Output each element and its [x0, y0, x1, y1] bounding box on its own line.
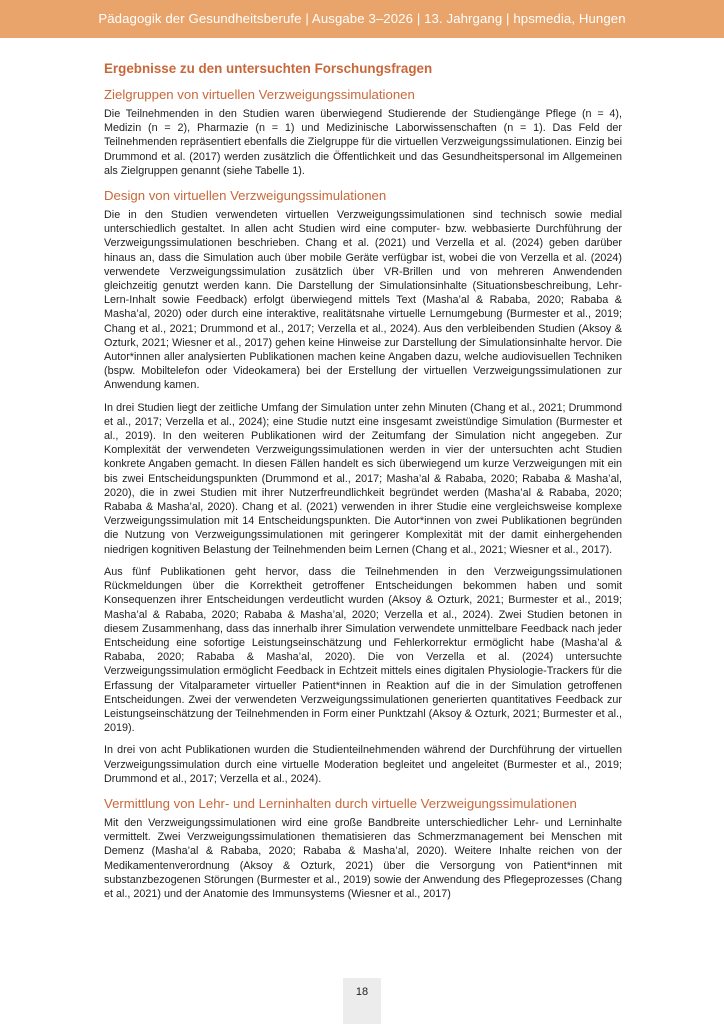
running-title: Pädagogik der Gesundheitsberufe | Ausgabe 3–2026 | 13. Jahrgang | hpsmedia, Hungen — [98, 11, 626, 26]
page-number: 18 — [355, 986, 369, 998]
article-body — [104, 60, 622, 909]
paragraph: Die Teilnehmenden in den Studien waren überwiegend Studierende der Studiengänge Pflege (n = 4), Medizin (n = 2), Pharmazie (n = 1) und Medizinische Laborwissenschaften (n = 1). Das Feld der Teilnehmenden repräsentiert ebenfalls die Zielgruppe für die virtuellen Verzweigungssimulationen. Einzig bei Drummond et al. (2017) werden zusätzlich die Öffentlichkeit und das Gesundheitspersonal im Allgemeinen als Zielgruppen genannt (siehe Tabelle 1). — [104, 108, 622, 177]
section-title: Ergebnisse zu den untersuchten Forschungsfragen — [104, 61, 433, 76]
subsection-target-groups — [104, 86, 622, 178]
running-header — [0, 0, 724, 38]
subsection-heading: Vermittlung von Lehr- und Lerninhalten durch virtuelle Verzweigungssimulationen — [104, 795, 577, 811]
subsection-teaching-content — [104, 795, 622, 901]
paragraph: Die in den Studien verwendeten virtuellen Verzweigungssimulationen sind technisch sowie medial unterschiedlich gestaltet. In allen acht Studien wird eine computer- bzw. webbasierte Durchführung der Verzweigungssimulationen beschrieben. Chang et al. (2021) und Verzella et al. (2024) geben darüber hinaus an, dass die Simulation auch über mobile Geräte verfügbar ist, wobei die von Verzella et al. (2024) verwendete Verzweigungssimulation zusätzlich über VR-Brillen und von mehreren Anwendenden gleichzeitig genutzt werden kann. Die Darstellung der Simulationsinhalte (Situationsbeschreibung, Lehr-Lern-Inhalt sowie Feedback) erfolgt überwiegend mittels Text (Masha’al & Rababa, 2020; Rababa & Masha’al, 2020) oder durch eine interaktive, realitätsnahe virtuelle Lernumgebung (Burmester et al., 2019; Chang et al., 2021; Drummond et al., 2017; Verzella et al., 2024). Aus den verbleibenden Studien (Aksoy & Ozturk, 2021; Wiesner et al., 2017) gehen keine Hinweise zur Darstellung der Simulationsinhalte hervor. Die Autor*innen aller analysierten Publikationen machen keine Angaben dazu, welche audiovisuellen Techniken (bspw. Mobiltelefon oder Videokamera) bei der Erstellung der virtuellen Verzweigungssimulationen zur Anwendung kamen. — [104, 209, 622, 392]
page-number-box — [343, 978, 381, 1024]
subsection-heading: Zielgruppen von virtuellen Verzweigungssimulationen — [104, 87, 415, 102]
paragraph: In drei Studien liegt der zeitliche Umfang der Simulation unter zehn Minuten (Chang et al., 2021; Drummond et al., 2017; Verzella et al., 2024); eine Studie nutzt eine insgesamt zweistündige Simulation (Burmester et al., 2019). In den weiteren Publikationen wird der Zeitumfang der Simulation nicht angegeben. Zur Komplexität der verwendeten Verzweigungssimulationen werden in vier der untersuchten acht Studien konkrete Angaben gemacht. In diesen Fällen handelt es sich überwiegend um kurze Verzweigungen mit ein bis zwei Entscheidungspunkten (Drummond et al., 2017; Masha’al & Rababa, 2020; Rababa & Masha’al, 2020), die in zwei Studien mit ihrer Nutzerfreundlichkeit begründet werden (Masha’al & Rababa, 2020; Rababa & Masha’al, 2020). Chang et al. (2021) verwenden in ihrer Studie eine vergleichsweise komplexe Verzweigungssimulation mit 14 Entscheidungspunkten. Die Autor*innen von zwei Publikationen begründen die Nutzung von Verzweigungssimulationen mit geringerer Komplexität mit der damit einhergehenden niedrigen kognitiven Belastung der Teilnehmenden beim Lernen (Chang et al., 2021; Wiesner et al., 2017). — [104, 401, 622, 556]
paragraph: Aus fünf Publikationen geht hervor, dass die Teilnehmenden in den Verzweigungssimulationen Rückmeldungen über die Korrektheit getroffener Entscheidungen bekommen haben und somit Konsequenzen ihrer Entscheidungen verdeutlicht wurden (Aksoy & Ozturk, 2021; Burmester et al., 2019; Masha’al & Rababa, 2020; Rababa & Masha’al, 2020; Verzella et al., 2024). Zwei Studien betonen in diesem Zusammenhang, dass das innerhalb ihrer Simulation verwendete unmittelbare Feedback nach jeder Entscheidung eine sofortige Leistungseinschätzung und Fehlerkorrektur ermöglicht habe (Masha’al & Rababa, 2020; Rababa & Masha’al, 2020). Die von Verzella et al. (2024) untersuchte Verzweigungssimulation ermöglicht Feedback in Echtzeit mittels eines digitalen Physiologie-Trackers für die Erfassung der Vitalparameter virtueller Patient*innen in Reaktion auf die in der Simulation getroffenen Entscheidungen. Zwei der verwendeten Verzweigungssimulationen generierten quantitatives Feedback zur Leistungseinschätzung der Teilnehmenden in Form einer Punktzahl (Aksoy & Ozturk, 2021; Burmester et al., 2019). — [104, 565, 622, 735]
subsection-design — [104, 187, 622, 786]
paragraph: In drei von acht Publikationen wurden die Studienteilnehmenden während der Durchführung der virtuellen Verzweigungssimulation durch eine virtuelle Moderation begleitet und angeleitet (Burmester et al., 2019; Drummond et al., 2017; Verzella et al., 2024). — [104, 744, 622, 785]
subsection-heading: Design von virtuellen Verzweigungssimulationen — [104, 188, 387, 204]
paragraph: Mit den Verzweigungssimulationen wird eine große Bandbreite unterschiedlicher Lehr- und Lerninhalte vermittelt. Zwei Verzweigungssimulationen thematisieren das Schmerzmanagement bei Menschen mit Demenz (Masha’al & Rababa, 2020; Rababa & Masha’al, 2020). Weitere Inhalte reichen von der Medikamentenverordnung (Aksoy & Ozturk, 2021) über die Versorgung von Patient*innen mit substanzbezogenen Störungen (Burmester et al., 2019) sowie der Anwendung des Pflegeprozesses (Chang et al., 2021) und der Anatomie des Immunsystems (Wiesner et al., 2017) — [104, 816, 622, 900]
